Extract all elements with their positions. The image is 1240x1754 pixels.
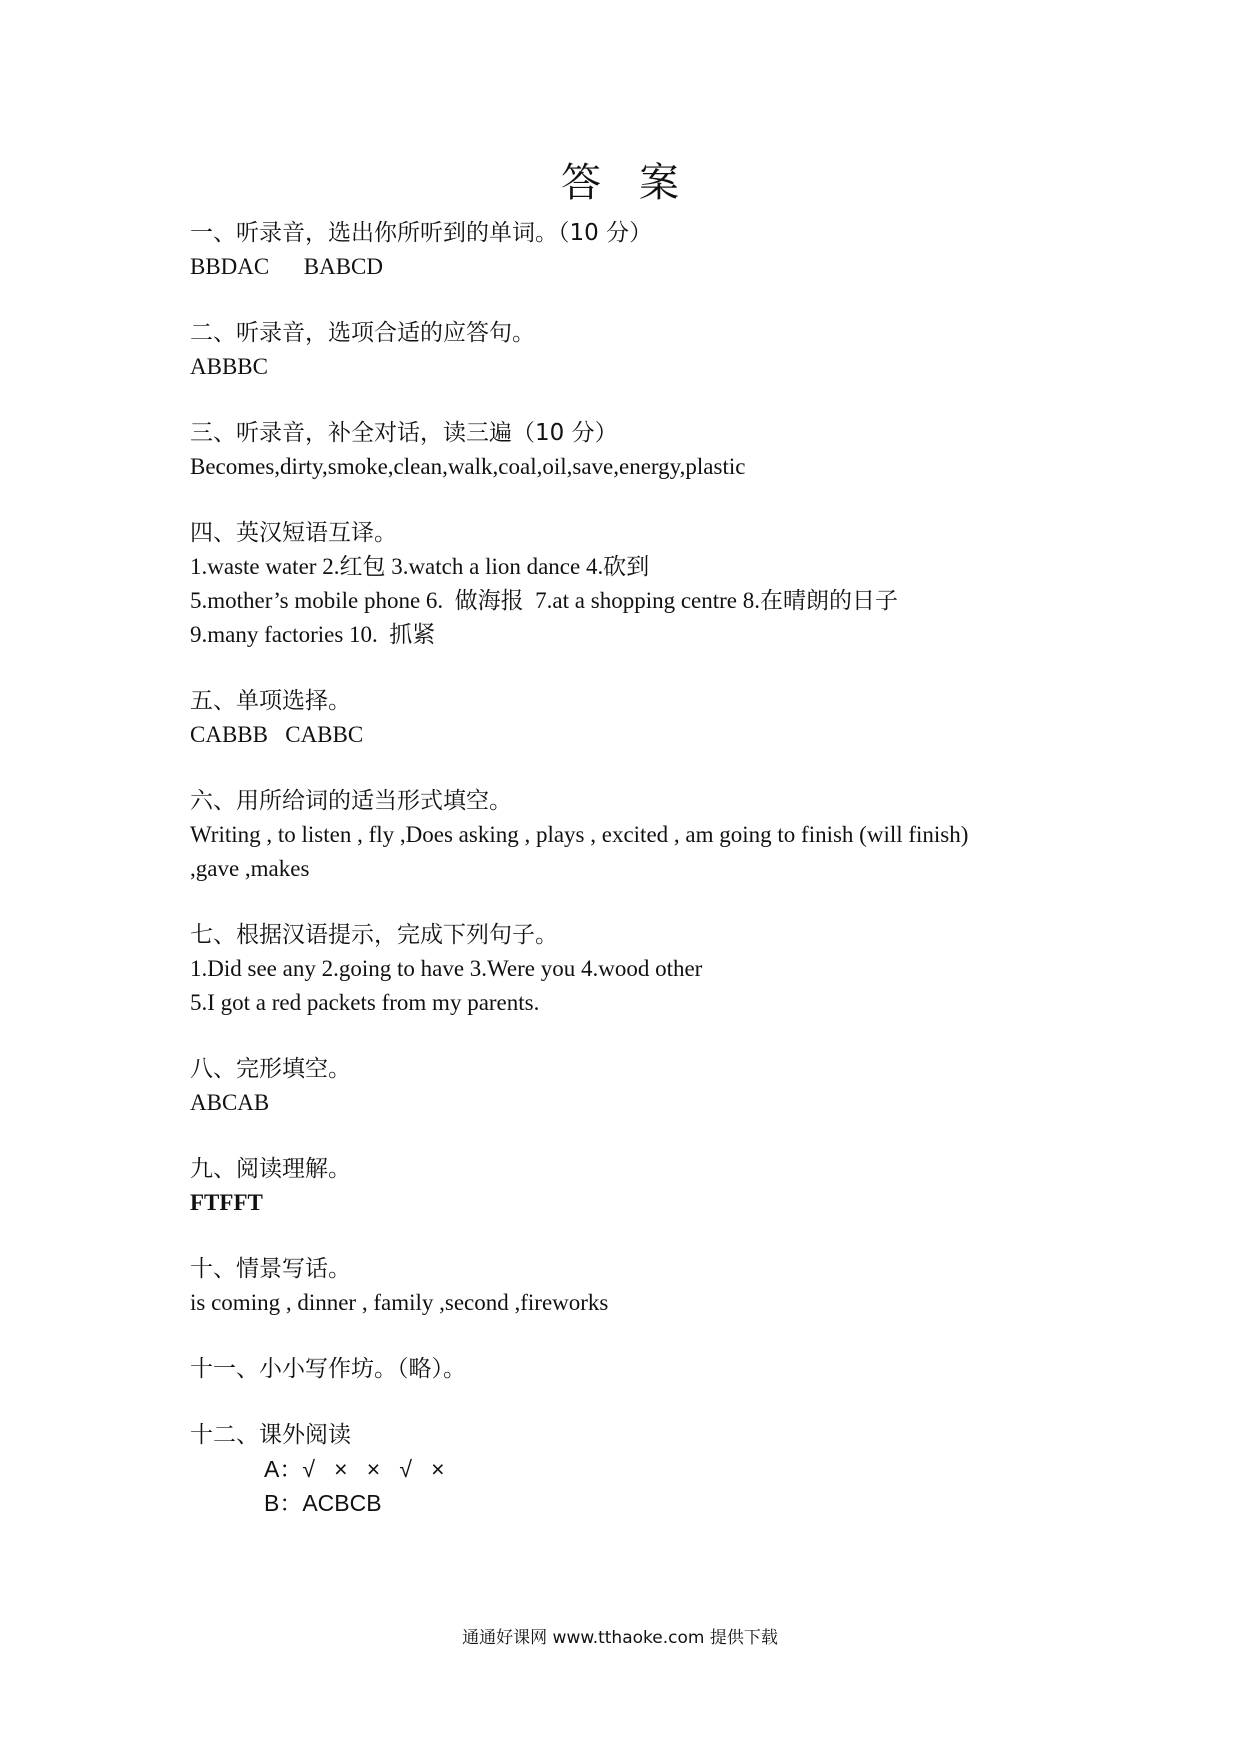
- answer-line: CABBB CABBC: [190, 722, 364, 747]
- answer-line: 5.I got a red packets from my parents.: [190, 990, 540, 1015]
- section-heading: 四、英汉短语互译。: [190, 520, 397, 546]
- answer-line: FTFFT: [190, 1190, 263, 1215]
- answer-line: 5.mother’s mobile phone 6. 做海报 7.at a shopping centre 8.在晴朗的日子: [190, 588, 899, 613]
- section-9: [190, 1152, 1030, 1220]
- section-12: [190, 1418, 1030, 1520]
- section-heading: 三、听录音，补全对话，读三遍（10 分）: [190, 420, 618, 446]
- answer-line: 9.many factories 10. 抓紧: [190, 622, 436, 647]
- answer-line: Becomes,dirty,smoke,clean,walk,coal,oil,save,energy,plastic: [190, 454, 746, 479]
- section-10: [190, 1252, 1030, 1320]
- answer-line: A：√ × × √ ×: [264, 1456, 445, 1482]
- answer-line: 1.Did see any 2.going to have 3.Were you 4.wood other: [190, 956, 703, 981]
- section-heading: 二、听录音，选项合适的应答句。: [190, 320, 535, 346]
- section-8: [190, 1052, 1030, 1120]
- section-heading: 六、用所给词的适当形式填空。: [190, 788, 512, 814]
- section-7: [190, 918, 1030, 1020]
- answer-line: Writing , to listen , fly ,Does asking , plays , excited , am going to finish (will finish) ,gave ,makes: [190, 822, 969, 881]
- section-heading: 九、阅读理解。: [190, 1156, 351, 1182]
- section-heading: 十二、课外阅读: [190, 1422, 351, 1448]
- answer-line: B：ACBCB: [264, 1490, 382, 1516]
- footer-source: 通通好课网 www.tthaoke.com 提供下载: [462, 1628, 778, 1648]
- section-heading: 八、完形填空。: [190, 1056, 351, 1082]
- section-11: [190, 1352, 1030, 1386]
- section-3: [190, 416, 1030, 484]
- answer-line: 1.waste water 2.红包 3.watch a lion dance 4.砍到: [190, 554, 650, 579]
- section-heading: 五、单项选择。: [190, 688, 351, 714]
- answer-line: ABCAB: [190, 1090, 270, 1115]
- answer-line: is coming , dinner , family ,second ,fireworks: [190, 1290, 609, 1315]
- section-2: [190, 316, 1030, 384]
- section-1: [190, 216, 1030, 284]
- answer-line: BBDAC BABCD: [190, 254, 383, 279]
- section-6: [190, 784, 1030, 886]
- answer-line: ABBBC: [190, 354, 268, 379]
- section-4: [190, 516, 1030, 652]
- section-heading: 七、根据汉语提示，完成下列句子。: [190, 922, 558, 948]
- section-heading: 十一、小小写作坊。（略）。: [190, 1356, 466, 1382]
- section-heading: 十、情景写话。: [190, 1256, 351, 1282]
- page-title: 答案: [561, 160, 717, 206]
- section-heading: 一、听录音，选出你所听到的单词。（10 分）: [190, 220, 653, 246]
- section-5: [190, 684, 1030, 752]
- answer-content: [190, 216, 1030, 1552]
